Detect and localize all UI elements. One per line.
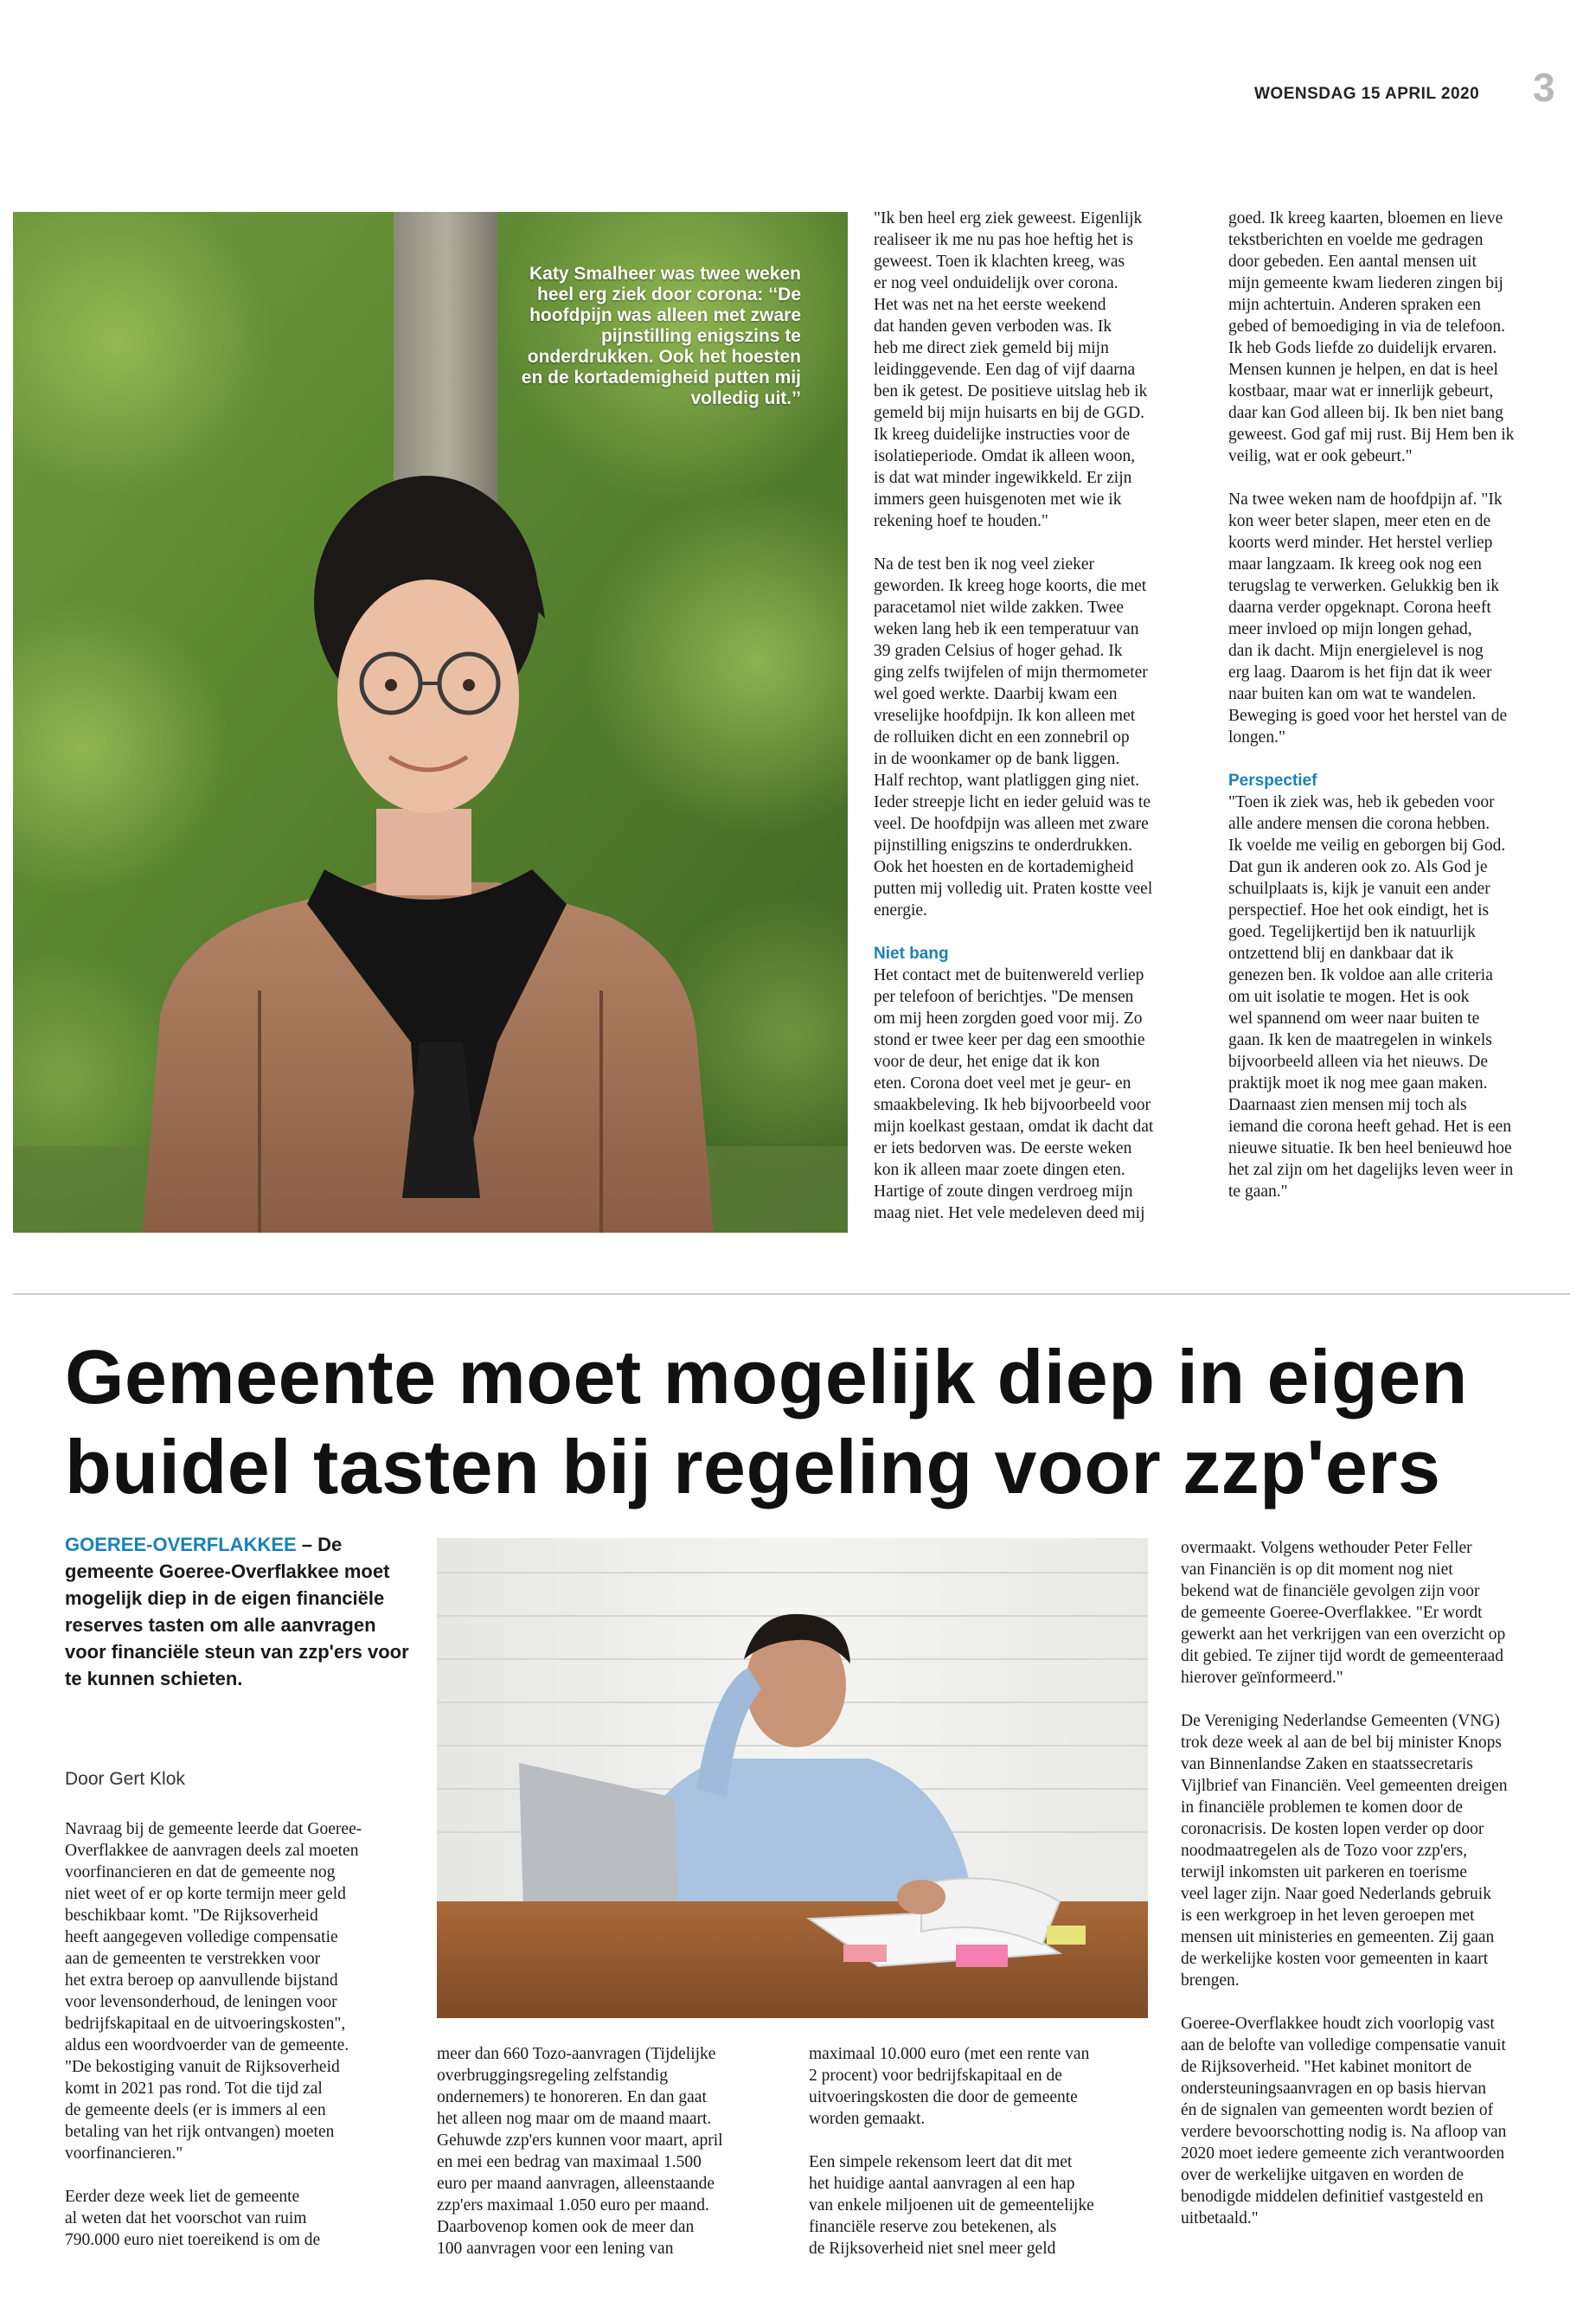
article-lead — [65, 1531, 411, 1692]
paragraph: Het contact met de buitenwereld verliep per telefoon of berichtjes. "De mensen om mij heen zorgden goed voor mij. Zo stond er twee keer per dag een smoothie voor de deur, het enige dat ik kon eten. Corona doet veel met je geur- en smaakbeleving. Ik heb bijvoorbeeld voor mijn koelkast gestaan, omdat ik dacht dat er iets bedorven was. De eerste weken kon ik alleen maar zoete dingen eten. Hartige of zoute dingen verdroeg mijn maag niet. Het vele medeleven deed mij — [874, 966, 1154, 1222]
paragraph: meer dan 660 Tozo-aanvragen (Tijdelijke overbruggingsregeling zelfstandig ondernemers) te honoreren. En dan gaat het alleen nog maar om de maand maart. Gehuwde zzp'ers kunnen voor maart, april en mei een bedrag van maximaal 1.500 euro per maand aanvragen, alleenstaande zzp'ers maximaal 1.050 euro per maand. Daarbovenop komen ook de meer dan 100 aanvragen voor een lening van — [437, 2045, 723, 2258]
portrait-photo — [13, 212, 848, 1233]
dateline-location: GOEREE-OVERFLAKKEE — [65, 1534, 297, 1555]
paragraph: goed. Ik kreeg kaarten, bloemen en lieve tekstberichten en voelde me gedragen door gebeden. Een aantal mensen uit mijn gemeente kwam liederen zingen bij mijn achtertuin. Anderen spraken een gebed of bemoediging in via de telefoon. Ik heb Gods liefde zo duidelijk ervaren. Mensen kunnen je helpen, en dat is heel kostbaar, maar wat er innerlijk gebeurt, daar kan God alleen bij. Ik ben niet bang geweest. God gaf mij rust. Bij Hem ben ik veilig, wat er ook gebeurt." — [1228, 209, 1515, 465]
bottom-article-column-1 — [65, 1818, 394, 2251]
paragraph: Een simpele rekensom leert dat dit met het huidige aantal aanvragen al een hap van enkele miljoenen uit de gemeentelijke financiële reserve zou betekenen, als de Rijksoverheid niet snel meer geld — [809, 2153, 1094, 2258]
section-divider — [13, 1293, 1570, 1295]
article-photo-illustration — [437, 1538, 1148, 2018]
article-photo — [437, 1538, 1148, 2018]
bottom-article-column-3 — [809, 2043, 1146, 2259]
issue-date: WOENSDAG 15 APRIL 2020 — [1254, 85, 1480, 103]
paragraph: Goeree-Overflakkee houdt zich voorlopig vast aan de belofte van volledige compensatie vanuit de Rijksoverheid. "Het kabinet monitort de ondersteuningsaanvragen en op basis hiervan én de signalen van gemeenten wordt bezien of verdere bevoorschotting nodig is. Na afloop van 2020 moet iedere gemeente zich verantwoorden over de werkelijke uitgaven en worden de benodigde middelen definitief vastgesteld en uitbetaald." — [1181, 2015, 1507, 2227]
paragraph: De Vereniging Nederlandse Gemeenten (VNG) trok deze week al aan de bel bij minister Knops van Binnenlandse Zaken en staatssecretaris Vijlbrief van Financiën. Veel gemeenten dreigen in financiële problemen te komen door de coronacrisis. De kosten lopen verder op door noodmaatregelen als de Tozo voor zzp'ers, terwijl inkomsten uit parkeren en toerisme veel lager zijn. Naar goed Nederlands gebruik is een werkgroep in het leven geroepen met mensen uit ministeries en gemeenten. Zij gaan de werkelijke kosten voor gemeenten in kaart brengen. — [1181, 1712, 1508, 1990]
paragraph: Eerder deze week liet de gemeente al weten dat het voorschot van ruim 790.000 euro niet toereikend is om de — [65, 2188, 321, 2249]
photo-caption: Katy Smalheer was twee weken heel erg ziek door corona: ‘‘De hoofdpijn was alleen met zware pijnstilling enigszins te onderdrukken. Ook het hoesten en de kortademigheid putten mij volledig uit.’’ — [521, 264, 801, 408]
article-headline: Gemeente moet mogelijk diep in eigen buidel tasten bij regeling voor zzp'ers — [65, 1334, 1468, 1509]
top-article-column-2 — [1228, 208, 1566, 1202]
subheading-niet-bang: Niet bang — [874, 945, 949, 963]
bottom-article-column-2 — [437, 2043, 779, 2259]
lead-text: – De gemeente Goeree-Overflakkee moet mogelijk diep in de eigen financiële reserves tasten om alle aanvragen voor financiële steun van zzp'ers voor te kunnen schieten. — [65, 1534, 409, 1689]
page-number: 3 — [1533, 65, 1555, 110]
paragraph: Na de test ben ik nog veel zieker geworden. Ik kreeg hoge koorts, die met paracetamol niet wilde zakken. Twee weken lang heb ik een temperatuur van 39 graden Celsius of hoger gehad. Ik ging zelfs twijfelen of mijn thermometer wel goed werkte. Daarbij kwam een vreselijke hoofdpijn. Ik kon alleen met de rolluiken dicht en een zonnebril op in de woonkamer op de bank liggen. Half rechtop, want platliggen ging niet. Ieder streepje licht en ieder geluid was te veel. De hoofdpijn was alleen met zware pijnstilling enigszins te onderdrukken. Ook het hoesten en de kortademigheid putten mij volledig uit. Praten kostte veel energie. — [874, 555, 1153, 920]
top-article-column-1 — [874, 208, 1207, 1224]
bottom-article-column-4 — [1181, 1537, 1566, 2229]
subheading-perspectief: Perspectief — [1228, 772, 1317, 790]
paragraph: overmaakt. Volgens wethouder Peter Feller van Financiën is op dit moment nog niet bekend wat de financiële gevolgen zijn voor de gemeente Goeree-Overflakkee. "Er wordt gewerkt aan het verkrijgen van een overzicht op dit gebied. Te zijner tijd wordt de gemeenteraad hierover geïnformeerd." — [1181, 1539, 1506, 1687]
paragraph: maximaal 10.000 euro (met een rente van 2 procent) voor bedrijfskapitaal en de uitvoeringskosten die door de gemeente worden gemaakt. — [809, 2045, 1090, 2128]
byline: Door Gert Klok — [65, 1769, 185, 1789]
paragraph: "Toen ik ziek was, heb ik gebeden voor alle andere mensen die corona hebben. Ik voelde me veilig en geborgen bij God. Dat gun ik anderen ook zo. Als God je schuilplaats is, kijk je vanuit een ander perspectief. Hoe het ook eindigt, het is goed. Tegelijkertijd ben ik natuurlijk ontzettend blij en dankbaar dat ik genezen ben. Ik voldoe aan alle criteria om uit isolatie te mogen. Het is ook wel spannend om weer naar buiten te gaan. Ik ken de maatregelen in winkels bijvoorbeeld alleen via het nieuws. De praktijk moet ik nog mee gaan maken. Daarnaast zien mensen mij toch als iemand die corona heeft gehad. Het is een nieuwe situatie. Ik ben heel benieuwd hoe het zal zijn om het dagelijks leven weer in te gaan." — [1228, 793, 1514, 1201]
paragraph: Navraag bij de gemeente leerde dat Goeree- Overflakkee de aanvragen deels zal moeten voorfinancieren en dat de gemeente nog niet weet of er op korte termijn meer geld beschikbaar komt. "De Rijksoverheid heeft aangegeven volledige compensatie aan de gemeenten te verstrekken voor het extra beroep op aanvullende bijstand voor levensonderhoud, de leningen voor bedrijfskapitaal en de uitvoeringskosten", aldus een woordvoerder van de gemeente. "De bekostiging vanuit de Rijksoverheid komt in 2021 pas rond. Tot die tijd zal de gemeente deels (er is immers al een betaling van het rijk ontvangen) moeten voorfinancieren." — [65, 1820, 362, 2163]
paragraph: Na twee weken nam de hoofdpijn af. "Ik kon weer beter slapen, meer eten en de koorts werd minder. Het herstel verliep maar langzaam. Ik kreeg ook nog een terugslag te verwerken. Gelukkig ben ik daarna verder opgeknapt. Corona heeft meer invloed op mijn longen gehad, dan ik dacht. Mijn energielevel is nog erg laag. Daarom is het fijn dat ik weer naar buiten kan om wat te wandelen. Beweging is goed voor het herstel van de longen." — [1228, 490, 1508, 747]
paragraph: "Ik ben heel erg ziek geweest. Eigenlijk realiseer ik me nu pas hoe heftig het is geweest. Toen ik klachten kreeg, was er nog veel onduidelijk over corona. Het was net na het eerste weekend dat handen geven verboden was. Ik heb me direct ziek gemeld bij mijn leidinggevende. Een dag of vijf daarna ben ik getest. De positieve uitslag heb ik gemeld bij mijn huisarts en bij de GGD. Ik kreeg duidelijke instructies voor de isolatieperiode. Omdat ik alleen woon, is dat wat minder ingewikkeld. Er zijn immers geen huisgenoten met wie ik rekening hoef te houden." — [874, 209, 1148, 530]
